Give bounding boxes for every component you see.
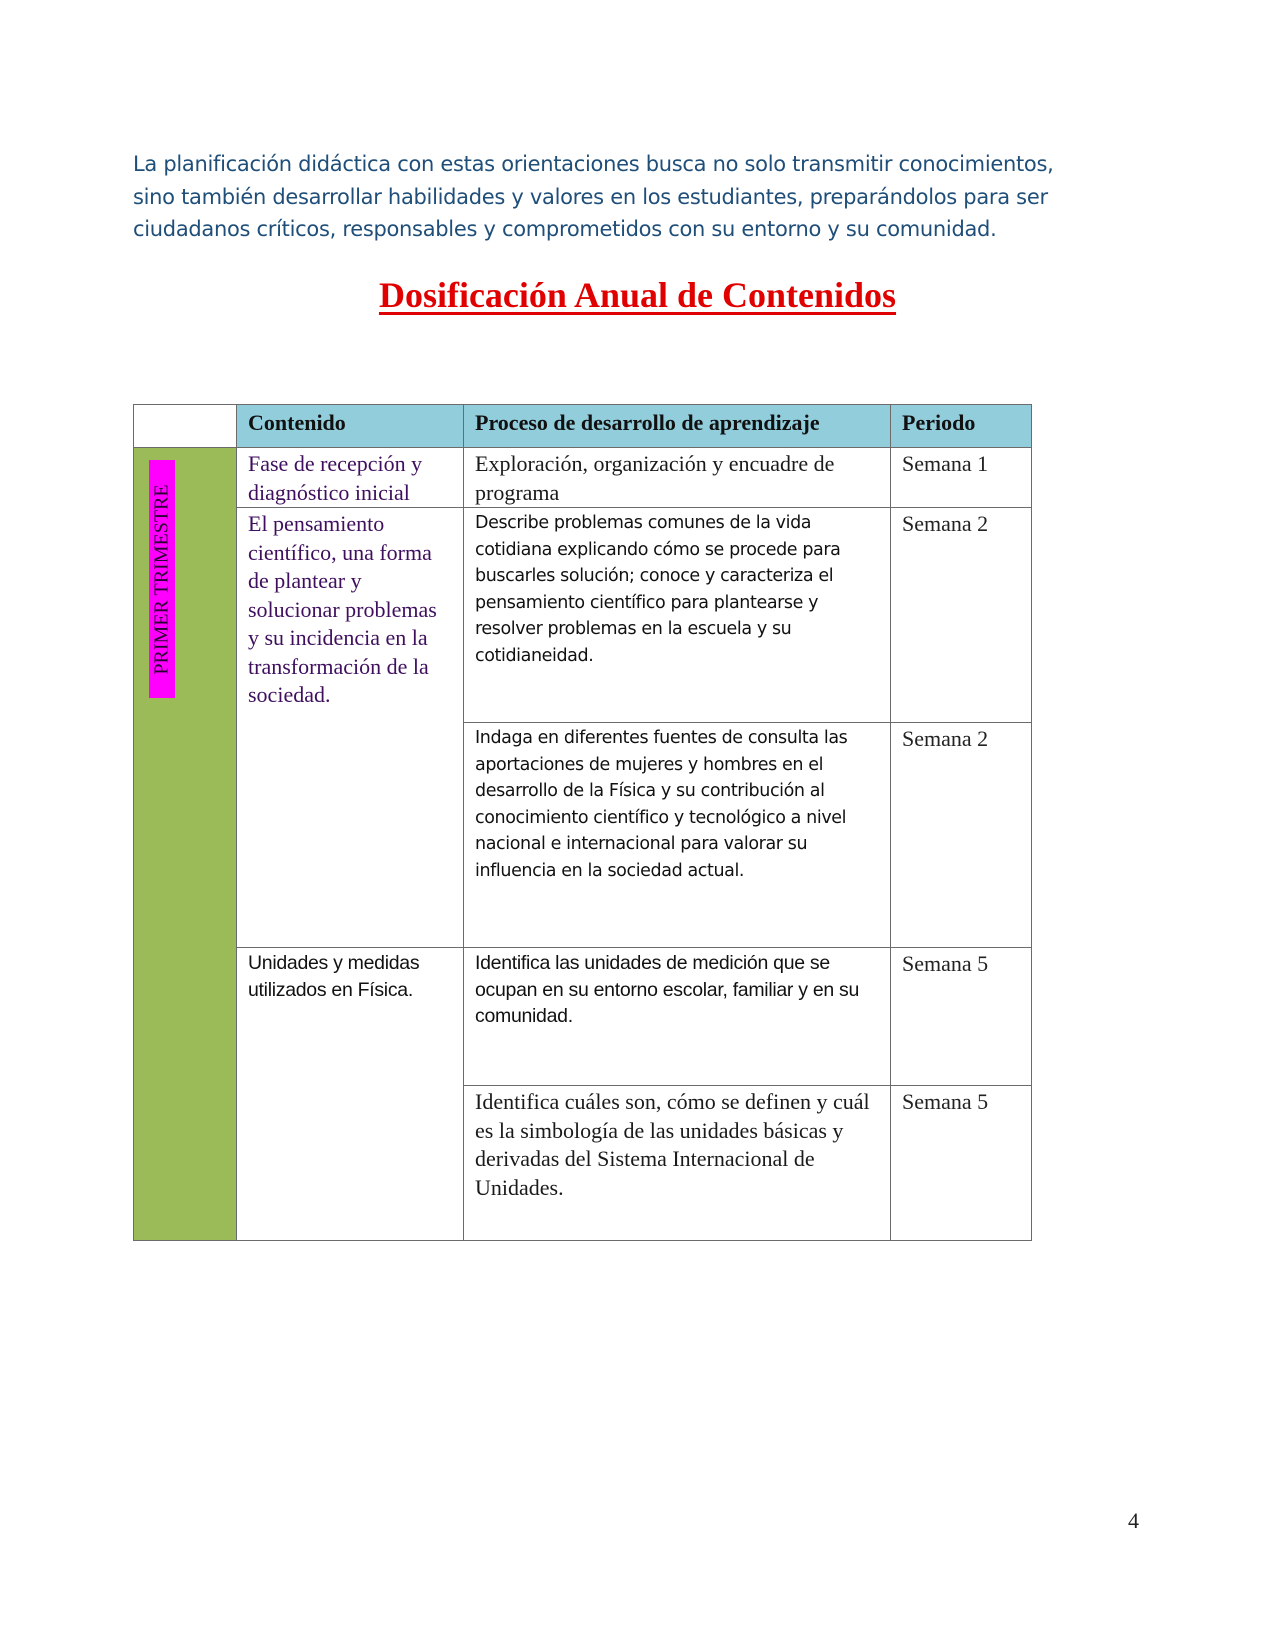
- intro-line: sino también desarrollar habilidades y valores en los estudiantes, preparándolos para ser: [133, 184, 1048, 209]
- page-title: [0, 274, 1275, 316]
- proceso-cell: Exploración, organización y encuadre de programa: [464, 448, 891, 508]
- periodo-cell: Semana 1: [891, 448, 1032, 508]
- dosificacion-table: [133, 404, 1032, 1241]
- header-periodo: Periodo: [891, 405, 1032, 448]
- table-row: [134, 508, 1032, 723]
- header-blank-cell: [134, 405, 237, 448]
- proceso-cell: Identifica las unidades de medición que se ocupan en su entorno escolar, familiar y en su comunidad.: [464, 948, 891, 1086]
- intro-line: La planificación didáctica con estas orientaciones busca no solo transmitir conocimientos,: [133, 152, 1054, 176]
- periodo-cell: Semana 5: [891, 948, 1032, 1086]
- intro-paragraph: [133, 148, 1143, 246]
- periodo-cell: Semana 2: [891, 508, 1032, 723]
- intro-line: ciudadanos críticos, responsables y comprometidos con su entorno y su comunidad.: [133, 217, 997, 241]
- header-contenido: Contenido: [237, 405, 464, 448]
- periodo-cell: Semana 5: [891, 1086, 1032, 1241]
- contenido-cell: Fase de recepción y diagnóstico inicial: [237, 448, 464, 508]
- page-title-text: Dosificación Anual de Contenidos: [378, 275, 897, 315]
- proceso-cell: Identifica cuáles son, cómo se definen y cuál es la simbología de las unidades básicas y derivadas del Sistema Internacional de Unidades.: [464, 1086, 891, 1241]
- header-proceso: Proceso de desarrollo de aprendizaje: [464, 405, 891, 448]
- trimester-cell: [134, 448, 237, 1241]
- periodo-cell: Semana 2: [891, 723, 1032, 948]
- trimester-label-text: PRIMER TRIMESTRE: [150, 483, 173, 675]
- table-header-row: [134, 405, 1032, 448]
- proceso-cell: Describe problemas comunes de la vida cotidiana explicando cómo se procede para buscarles solución; conoce y caracteriza el pensamiento científico para plantearse y resolver problemas en la escuela y su cotidianeidad.: [464, 508, 891, 723]
- contenido-cell: Unidades y medidas utilizados en Física.: [237, 948, 464, 1241]
- proceso-cell: Indaga en diferentes fuentes de consulta las aportaciones de mujeres y hombres en el desarrollo de la Física y su contribución al conocimiento científico y tecnológico a nivel nacional e internacional para valorar su influencia en la sociedad actual.: [464, 723, 891, 948]
- trimester-label: [149, 460, 175, 698]
- table-row: [134, 948, 1032, 1086]
- contenido-cell: El pensamiento científico, una forma de plantear y solucionar problemas y su incidencia en la transformación de la sociedad.: [237, 508, 464, 948]
- table-row: [134, 448, 1032, 508]
- page-number: 4: [1128, 1508, 1139, 1533]
